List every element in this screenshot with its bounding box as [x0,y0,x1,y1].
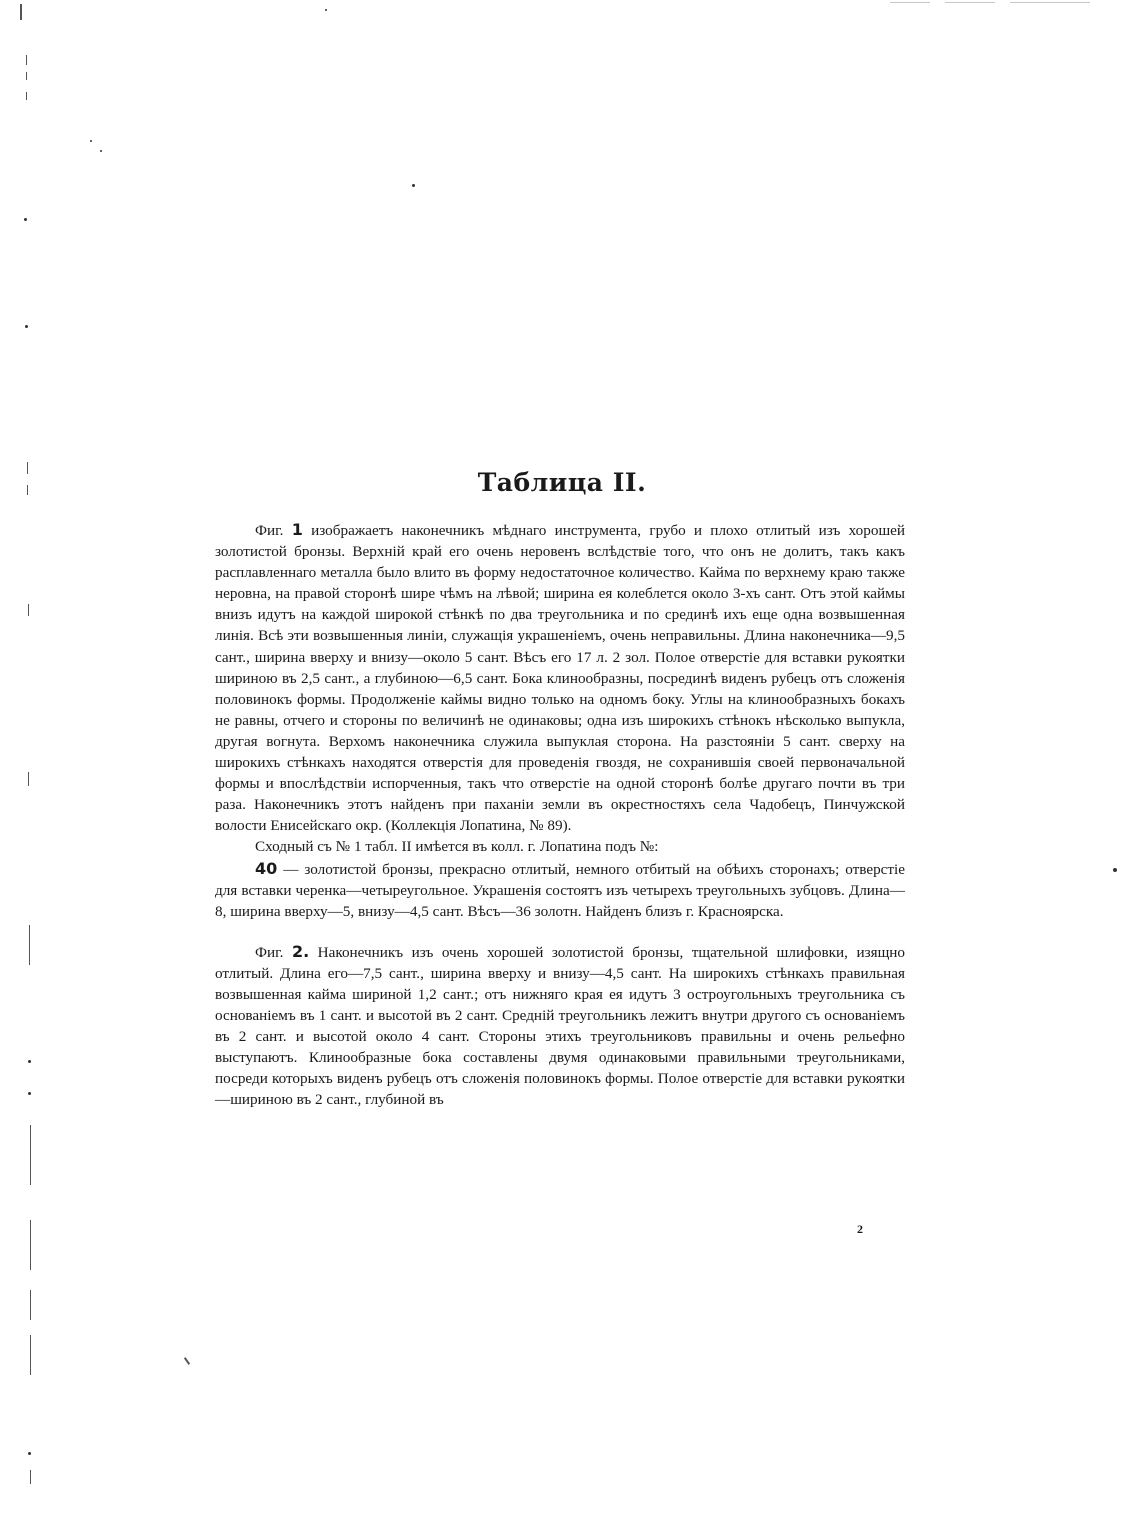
scan-speck [30,1220,31,1270]
item-number: 40 [255,858,278,878]
scan-dot [28,1452,31,1455]
paragraph-text: Сходный съ № 1 табл. II имѣется въ колл. г. Лопатина подъ №: [255,838,659,856]
scan-dot [25,325,28,328]
scan-edge-line [1010,2,1090,3]
scan-edge-line [945,2,995,3]
scan-speck [20,4,22,20]
paragraph-item-40 [215,858,905,922]
paragraph-similar-note [215,836,905,857]
figure-number: 2. [291,941,310,961]
scan-speck [184,1357,190,1365]
scan-speck [30,1335,31,1375]
scan-speck [26,72,27,80]
figure-label: Фиг. [255,943,284,961]
page-number: 2 [857,1222,863,1236]
scan-edge-line [890,2,930,3]
paragraph-text: — золотистой бронзы, прекрасно отлитый, немного отбитый на обѣихъ сторонахъ; отверстіе для вставки черенка—четыреугольное. Украшенія состоятъ изъ четырехъ треугольныхъ зубцовъ. Длина—8, ширина вверху—5, внизу—4,5 сант. Вѣсъ—36 золотн. Найденъ близъ г. Красноярска. [215,860,906,920]
scan-dot [28,1060,31,1063]
page-title: Таблица II. [477,468,647,497]
scan-dot [412,184,415,187]
scan-speck [28,772,29,786]
scan-speck [28,604,29,616]
paragraph-text: Наконечникъ изъ очень хорошей золотистой бронзы, тщательной шлифовки, изящно отлитый. Длина его—7,5 сант., ширина вверху и внизу—4,5 сант. На широкихъ стѣнкахъ правильная возвышенная кайма шириной 1,2 сант.; отъ нижняго края ея идутъ 3 остроугольныхъ треугольника съ основаніемъ въ 1 сант. и высотой въ 2 сант. Средній треугольникъ лежитъ внутри другого съ основаніемъ въ 2 сант. и высотой около 4 сант. Стороны этихъ треугольниковъ правильны и очень рельефно выступаютъ. Клинообразные бока составлены двумя одинаковыми правильными треугольниками, посреди которыхъ виденъ рубецъ отъ сложенія половинокъ формы. Полое отверстіе для вставки рукоятки—шириною въ 2 сант., глубиной въ [215,943,905,1109]
scan-dot [100,150,102,152]
figure-label: Фиг. [255,522,284,539]
scan-dot [90,140,92,142]
body-text [215,519,905,1111]
scan-speck [29,925,30,965]
scan-speck [30,1470,31,1484]
scan-speck [26,92,27,100]
scan-speck [30,1125,31,1185]
figure-number: 1 [291,520,303,539]
scan-dot [325,9,327,11]
paragraph-fig-2 [215,941,905,1111]
scan-dot [28,1092,31,1095]
scan-dot [1113,868,1117,872]
scan-speck [26,55,27,65]
paragraph-fig-1 [215,519,905,836]
paragraph-text: изображаетъ наконечникъ мѣднаго инструмента, грубо и плохо отлитый изъ хорошей золотистой бронзы. Верхній край его очень неровенъ вслѣдствіе того, что онъ не долитъ, такъ какъ расплавленнаго металла было влито въ форму недостаточное количество. Кайма по верхнему краю также неровна, на правой сторонѣ шире чѣмъ на лѣвой; ширина ея колеблется около 3-хъ сант. Отъ этой каймы внизъ идутъ на каждой широкой стѣнкѣ по два треугольника и по срединѣ ихъ еще одна возвышенная линія. Всѣ эти возвышенныя линіи, служащія украшеніемъ, очень неправильны. Длина наконечника—9,5 сант., ширина вверху и внизу—около 5 сант. Вѣсъ его 17 л. 2 зол. Полое отверстіе для вставки рукоятки шириною въ 2,5 сант., а глубиною—6,5 сант. Бока клинообразны, посрединѣ виденъ рубецъ отъ сложенія половинокъ формы. Продолженіе каймы видно только на одномъ боку. Углы на клинообразныхъ бокахъ не равны, отчего и стороны по величинѣ не одинаковы; одна изъ широкихъ стѣнокъ нѣсколько выпукла, другая вогнута. Верхомъ наконечника служила выпуклая сторона. На разстояніи 5 сант. сверху на широкихъ стѣнкахъ находятся отверстія для проведенія гвоздя, не сохранившія своей первоначальной формы и впослѣдствіи испорченныя, такъ что отверстіе на одной сторонѣ болѣе другаго почти въ три раза. Наконечникъ этотъ найденъ при паханіи земли въ окрестностяхъ села Чадобецъ, Пинчужской волости Енисейскаго окр. (Коллекція Лопатина, № 89). [215,522,906,835]
scan-speck [30,1290,31,1320]
scan-dot [24,218,27,221]
